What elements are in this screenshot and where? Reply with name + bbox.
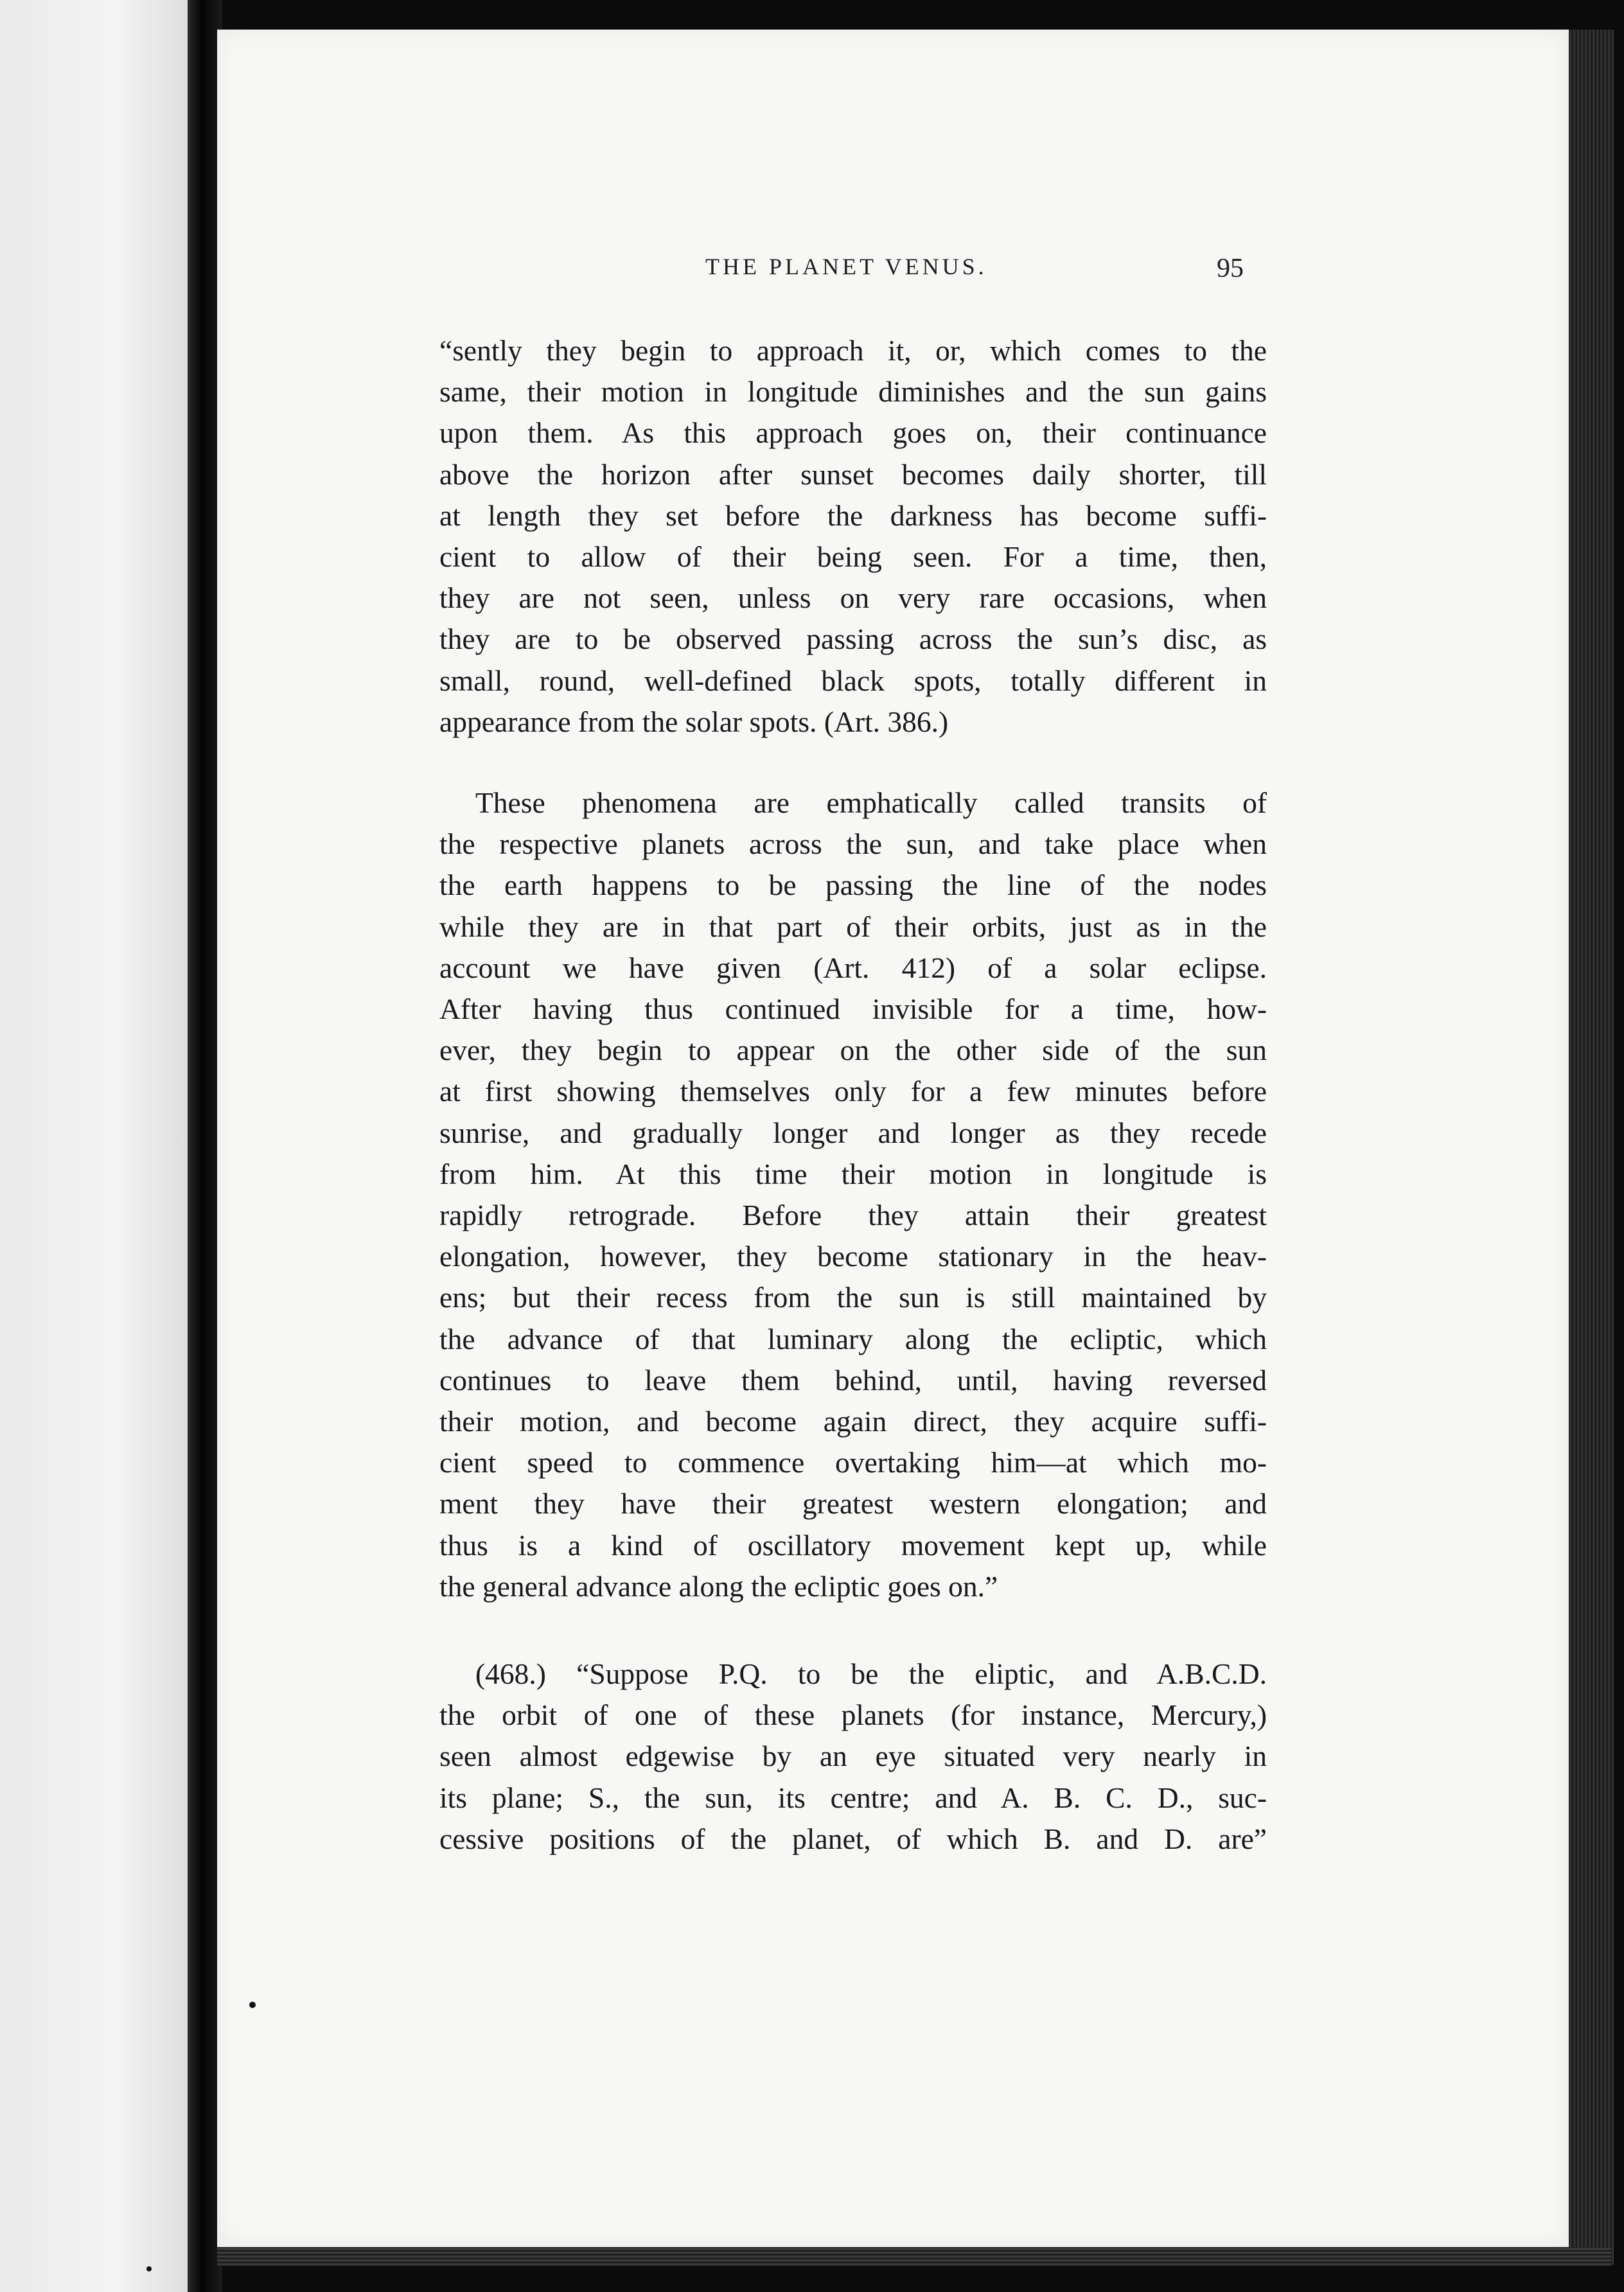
paragraph-1 [439, 330, 1267, 743]
text-line: the general advance along the ecliptic goes on.” [439, 1569, 998, 1603]
text-line: ment they have their greatest western elongation; and [439, 1487, 1267, 1521]
text-line: at length they set before the darkness has become suffi- [439, 498, 1267, 532]
text-line: its plane; S., the sun, its centre; and A. B. C. D., suc- [439, 1781, 1267, 1814]
text-line: elongation, however, they become stationary in the heav- [439, 1240, 1267, 1273]
text-line: from him. At this time their motion in longitude is [439, 1157, 1267, 1190]
text-line: “sently they begin to approach it, or, which comes to the [439, 334, 1267, 367]
text-line: (468.) “Suppose P.Q. to be the eliptic, and A.B.C.D. [475, 1657, 1267, 1690]
text-line: their motion, and become again direct, they acquire suffi- [439, 1405, 1267, 1438]
text-line: while they are in that part of their orbits, just as in the [439, 910, 1267, 943]
text-line: cient speed to commence overtaking him—at which mo- [439, 1446, 1267, 1479]
text-line: they are to be observed passing across the sun’s disc, as [439, 622, 1267, 656]
text-line: rapidly retrograde. Before they attain their greatest [439, 1199, 1267, 1232]
text-line: account we have given (Art. 412) of a solar eclipse. [439, 951, 1267, 984]
running-title: THE PLANET VENUS. [705, 254, 987, 279]
text-line: cient to allow of their being seen. For a time, then, [439, 540, 1267, 574]
text-line: These phenomena are emphatically called transits of [475, 786, 1267, 819]
text-line: the earth happens to be passing the line of the nodes [439, 868, 1267, 902]
text-line: they are not seen, unless on very rare occasions, when [439, 581, 1267, 615]
text-line: same, their motion in longitude diminishes and the sun gains [439, 375, 1267, 409]
text-line: the advance of that luminary along the ecliptic, which [439, 1322, 1267, 1355]
paragraph-2 [439, 782, 1267, 1607]
text-line: ever, they begin to appear on the other side of the sun [439, 1034, 1267, 1067]
text-line: the respective planets across the sun, and take place when [439, 827, 1267, 861]
text-line: continues to leave them behind, until, having reversed [439, 1363, 1267, 1397]
text-line: small, round, well-defined black spots, totally different in [439, 664, 1267, 697]
page-number: 95 [1217, 254, 1244, 283]
text-line: the orbit of one of these planets (for instance, Mercury,) [439, 1698, 1267, 1732]
text-line: at first showing themselves only for a few minutes before [439, 1075, 1267, 1108]
page-edges-bottom [217, 2247, 1611, 2266]
text-line: sunrise, and gradually longer and longer as they recede [439, 1116, 1267, 1149]
page-edges-right [1569, 30, 1614, 2265]
page-header [217, 253, 1271, 292]
scan-speck [146, 2266, 152, 2271]
text-line: seen almost edgewise by an eye situated very nearly in [439, 1740, 1267, 1773]
paragraph-3 [439, 1653, 1267, 1860]
scan-speck [249, 2002, 256, 2008]
text-line: above the horizon after sunset becomes daily shorter, till [439, 457, 1267, 491]
text-line: After having thus continued invisible for a time, how- [439, 992, 1267, 1026]
text-line: cessive positions of the planet, of which B. and D. are” [439, 1822, 1267, 1855]
text-line: thus is a kind of oscillatory movement kept up, while [439, 1528, 1267, 1562]
text-line: ens; but their recess from the sun is still maintained by [439, 1281, 1267, 1314]
text-line: upon them. As this approach goes on, their continuance [439, 416, 1267, 450]
text-line: appearance from the solar spots. (Art. 386.) [439, 705, 949, 738]
facing-page-blank [0, 0, 193, 2292]
